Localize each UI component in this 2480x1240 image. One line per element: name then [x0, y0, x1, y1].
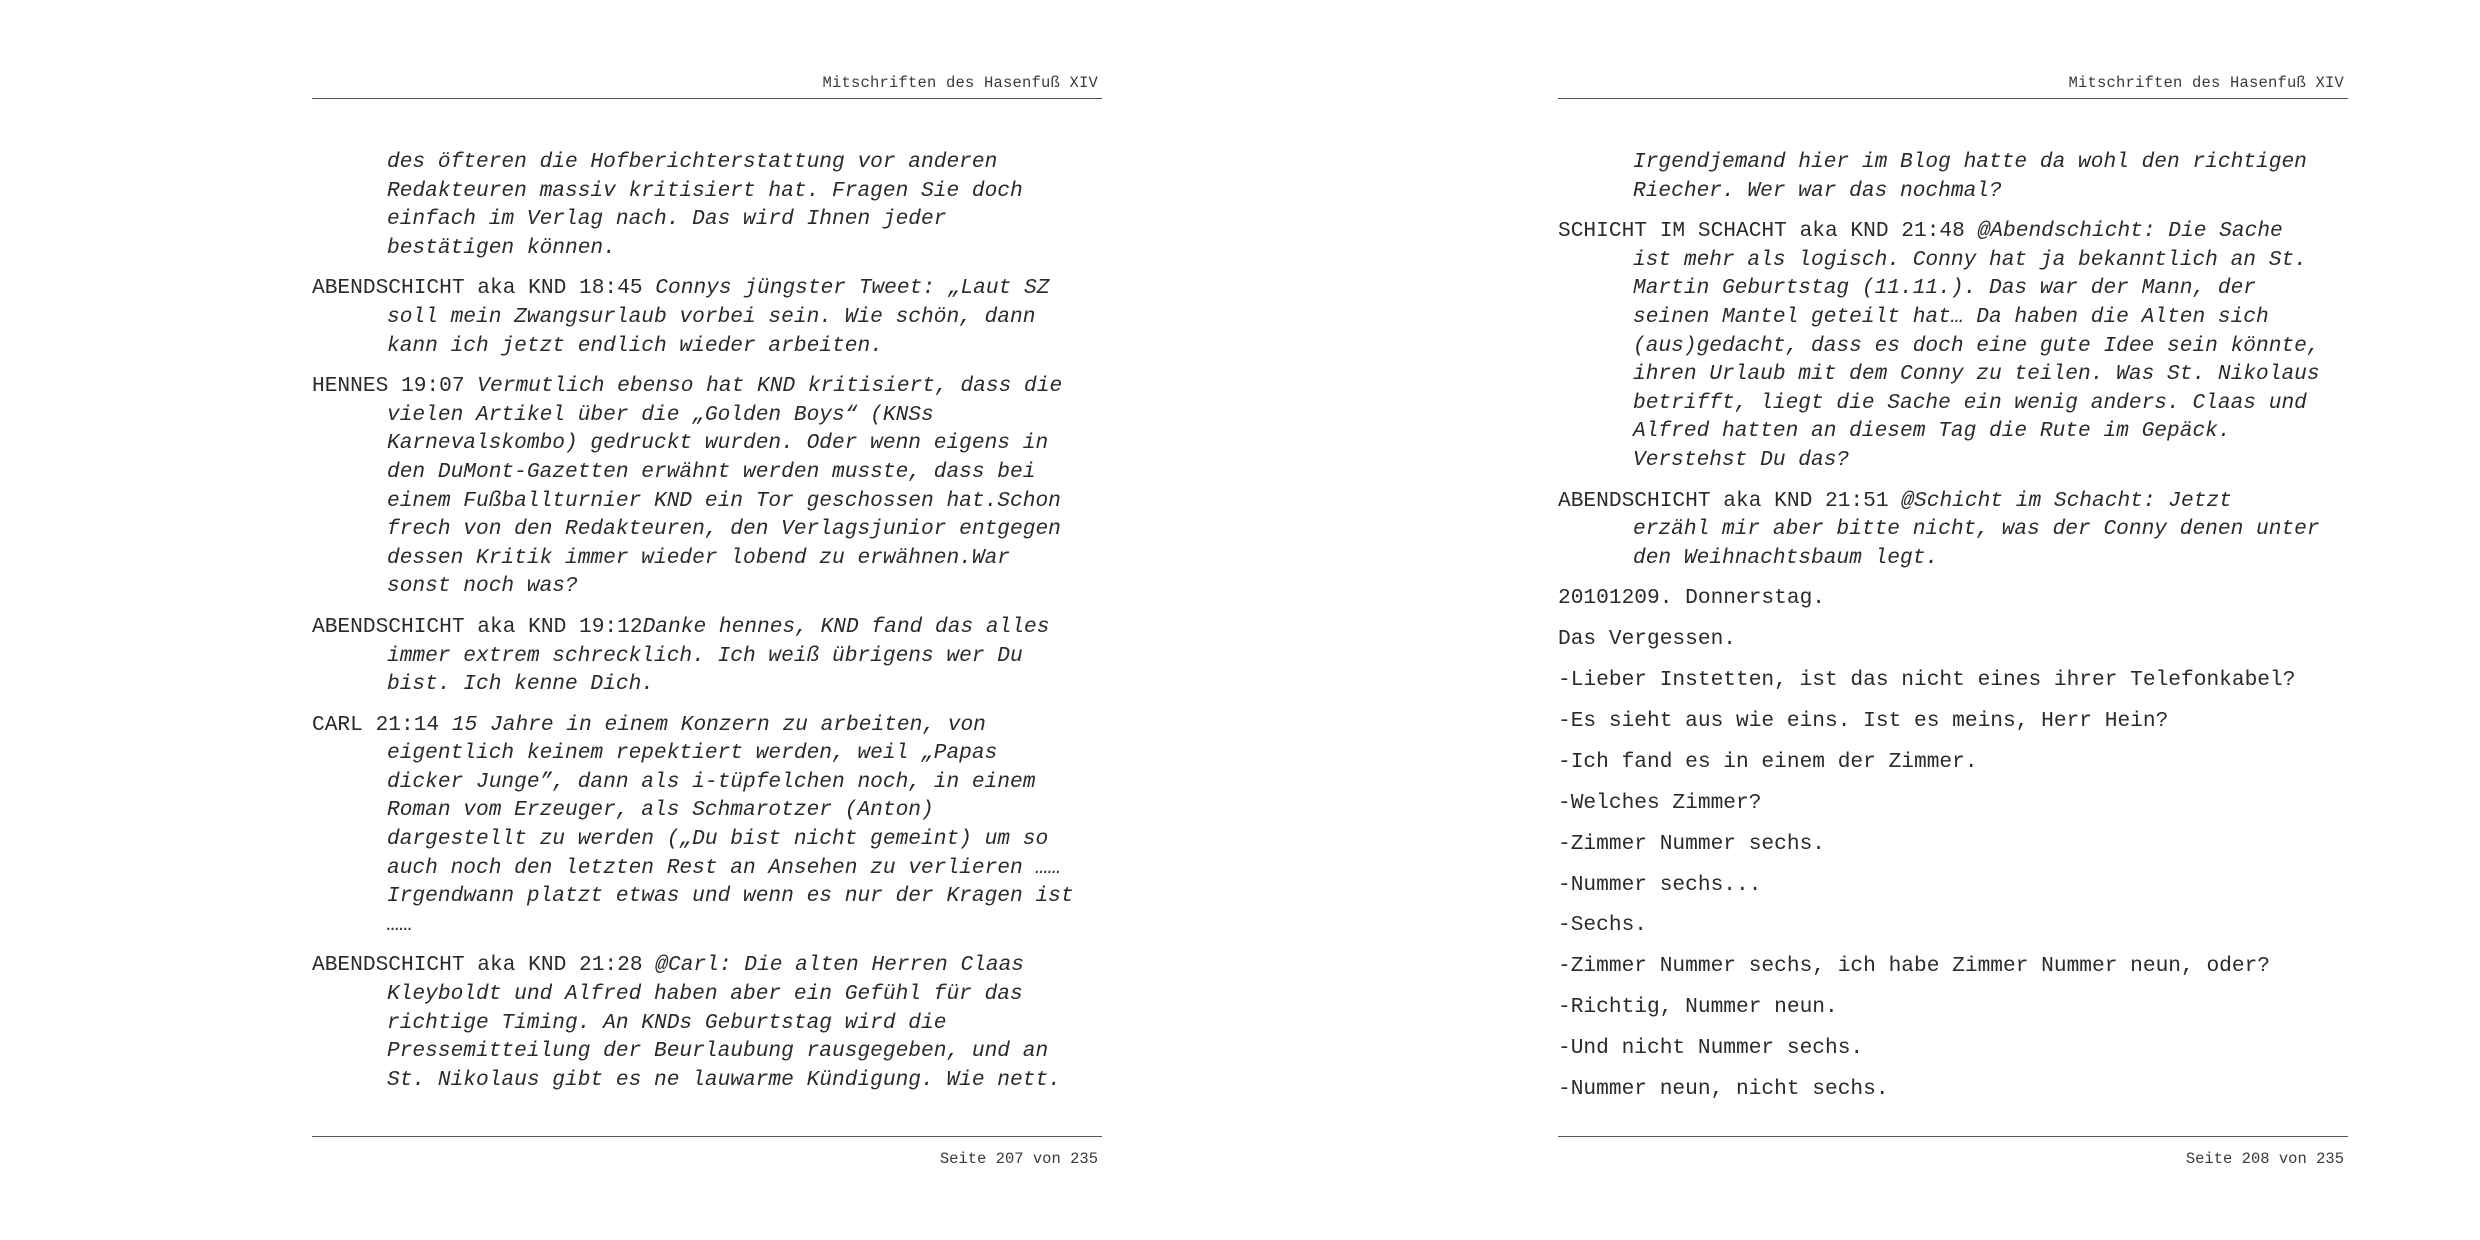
- comment-entry: [312, 613, 1112, 699]
- page-body: [312, 148, 1112, 1106]
- right-page: [1558, 0, 2348, 1240]
- dialogue-line: -Nummer sechs...: [1558, 872, 1762, 897]
- comment-text: 15 Jahre in einem Konzern zu arbeiten, von eigentlich keinem repektiert werden, weil „Papas dicker Junge”, dann als i-tüpfelchen noch, in einem Roman vom Erzeuger, als Schmarotzer (Anton) dargestellt zu werden („Du bist nicht gemeint) um so auch noch den letzten Rest an Ansehen zu verlieren …… Irgendwann platzt etwas und wenn es nur der Kragen ist ……: [387, 712, 1074, 937]
- running-header: Mitschriften des Hasenfuß XIV: [822, 74, 1098, 92]
- comment-entry: [312, 372, 1112, 601]
- comment-entry: [1558, 217, 2358, 474]
- footer-rule: [312, 1136, 1102, 1137]
- section-title: Das Vergessen.: [1558, 627, 1737, 652]
- comment-entry: [312, 274, 1112, 360]
- dialogue-line: -Zimmer Nummer sechs.: [1558, 831, 1826, 856]
- footer-rule: [1558, 1136, 2348, 1137]
- page-number: Seite 208 von 235: [2185, 1150, 2344, 1168]
- comment-text: des öfteren die Hofberichterstattung vor anderen Redakteuren massiv kritisiert hat. Fragen Sie doch einfach im Verlag nach. Das wird Ihnen jeder bestätigen können.: [387, 150, 1023, 260]
- dialogue-line: -Sechs.: [1558, 913, 1648, 938]
- comment-text: Connys jüngster Tweet: „Laut SZ soll mein Zwangsurlaub vorbei sein. Wie schön, dann kann ich jetzt endlich wieder arbeiten.: [387, 276, 1050, 358]
- comment-entry: [312, 951, 1112, 1094]
- comment-entry: [312, 711, 1112, 940]
- comment-author: HENNES 19:07: [312, 374, 478, 399]
- comment-author: CARL 21:14: [312, 712, 452, 737]
- dialogue-line: -Nummer neun, nicht sechs.: [1558, 1077, 1889, 1101]
- comment-author: ABENDSCHICHT aka KND 19:12: [312, 614, 643, 639]
- dialogue-line: -Lieber Instetten, ist das nicht eines ihrer Telefonkabel?: [1558, 668, 2296, 693]
- page-body: [1558, 148, 2358, 1116]
- header-rule: [1558, 98, 2348, 99]
- comment-author: ABENDSCHICHT aka KND 21:51: [1558, 488, 1902, 513]
- dialogue-line: -Welches Zimmer?: [1558, 790, 1762, 815]
- comment-text: @Schicht im Schacht: Jetzt erzähl mir aber bitte nicht, was der Conny denen unter den Weihnachtsbaum legt.: [1633, 488, 2320, 570]
- comment-text: @Abendschicht: Die Sache ist mehr als logisch. Conny hat ja bekanntlich an St. Martin Geburtstag (11.11.). Das war der Mann, der seinen Mantel geteilt hat… Da haben die Alten sich (aus)gedacht, dass es doch eine gute Idee sein könnte, ihren Urlaub mit dem Conny zu teilen. Was St. Nikolaus betrifft, liegt die Sache ein wenig anders. Claas und Alfred hatten an diesem Tag die Rute im Gepäck. Verstehst Du das?: [1633, 219, 2320, 472]
- header-rule: [312, 98, 1102, 99]
- comment-author: ABENDSCHICHT aka KND 21:28: [312, 953, 656, 978]
- running-header: Mitschriften des Hasenfuß XIV: [2068, 74, 2344, 92]
- left-page: [312, 0, 1102, 1240]
- page-number: Seite 207 von 235: [939, 1150, 1098, 1168]
- comment-text: @Carl: Die alten Herren Claas Kleyboldt und Alfred haben aber ein Gefühl für das richtige Timing. An KNDs Geburtstag wird die Pressemitteilung der Beurlaubung rausgegeben, und an St. Nikolaus gibt es ne lauwarme Kündigung. Wie nett.: [387, 953, 1061, 1092]
- comment-author: SCHICHT IM SCHACHT aka KND 21:48: [1558, 219, 1978, 244]
- comment-text: Irgendjemand hier im Blog hatte da wohl den richtigen Riecher. Wer war das nochmal?: [1633, 150, 2307, 203]
- comment-entry: [312, 148, 1112, 262]
- date-heading: 20101209. Donnerstag.: [1558, 586, 1826, 611]
- dialogue-line: -Zimmer Nummer sechs, ich habe Zimmer Nummer neun, oder?: [1558, 954, 2271, 979]
- comment-author: ABENDSCHICHT aka KND 18:45: [312, 276, 656, 301]
- dialogue-line: -Richtig, Nummer neun.: [1558, 995, 1838, 1020]
- comment-entry: [1558, 148, 2358, 205]
- dialogue-line: -Ich fand es in einem der Zimmer.: [1558, 749, 1978, 774]
- comment-text: Danke hennes, KND fand das alles immer extrem schrecklich. Ich weiß übrigens wer Du bist. Ich kenne Dich.: [387, 614, 1050, 697]
- comment-text: Vermutlich ebenso hat KND kritisiert, dass die vielen Artikel über die „Golden Boys“ (KNSs Karnevalskombo) gedruckt wurden. Oder wenn eigens in den DuMont-Gazetten erwähnt werden musste, dass bei einem Fußballturnier KND ein Tor geschossen hat.Schon frech von den Redakteuren, den Verlagsjunior entgegen dessen Kritik immer wieder lobend zu erwähnen.War sonst noch was?: [387, 374, 1063, 599]
- dialogue-line: -Und nicht Nummer sechs.: [1558, 1036, 1864, 1061]
- dialogue-line: -Es sieht aus wie eins. Ist es meins, Herr Hein?: [1558, 708, 2169, 733]
- comment-entry: [1558, 487, 2358, 573]
